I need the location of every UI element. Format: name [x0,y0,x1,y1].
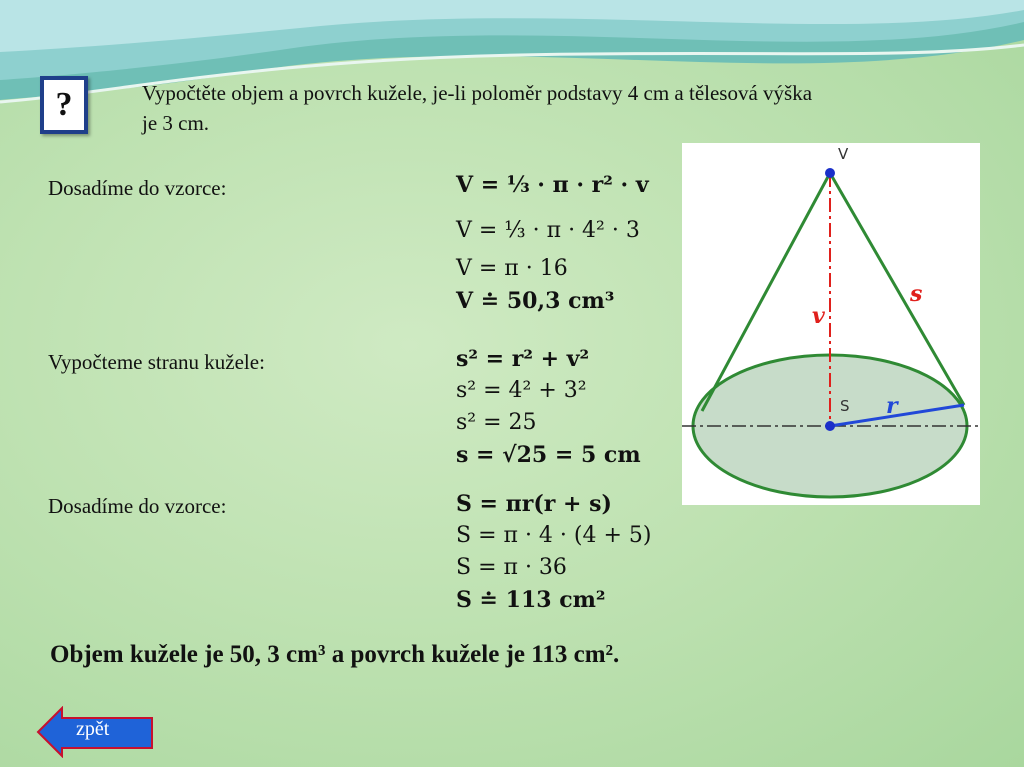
step-2-label: Vypočteme stranu kužele: [48,350,265,374]
cone-figure [682,143,980,505]
step-1-label: Dosadíme do vzorce: [48,176,227,200]
volume-formula: V = ⅓ · π · r² · v [456,172,649,198]
problem-line-2: je 3 cm. [142,111,210,135]
conclusion-text: Objem kužele je 50, 3 cm³ a povrch kužele je 113 cm². [50,641,620,668]
slant-formula: s² = r² + v² [456,346,590,372]
surface-substitution: S = π · 4 · (4 + 5) [456,523,652,548]
surface-simplified: S = π · 36 [456,555,567,580]
height-label: v [812,303,825,329]
problem-line-1: Vypočtěte objem a povrch kužele, je-li poloměr podstavy 4 cm a tělesová výška [142,81,813,105]
question-badge: ? [40,76,88,134]
radius-label: r [886,393,898,419]
center-label: S [840,397,850,415]
back-button-label[interactable]: zpět [76,718,110,740]
slant-label: s [910,281,923,307]
volume-substitution: V = ⅓ · π · 4² · 3 [456,218,640,243]
slant-simplified: s² = 25 [456,410,537,435]
problem-statement [142,78,982,138]
surface-result: S ≐ 113 cm² [456,587,606,613]
cone-diagram [682,143,980,505]
volume-result: V ≐ 50,3 cm³ [456,288,615,314]
slant-result: s = √25 = 5 cm [456,442,641,468]
slant-substitution: s² = 4² + 3² [456,378,587,403]
apex-label: V [838,145,849,163]
surface-formula: S = πr(r + s) [456,491,612,517]
step-3-label: Dosadíme do vzorce: [48,494,227,518]
volume-simplified: V = π · 16 [456,256,568,281]
